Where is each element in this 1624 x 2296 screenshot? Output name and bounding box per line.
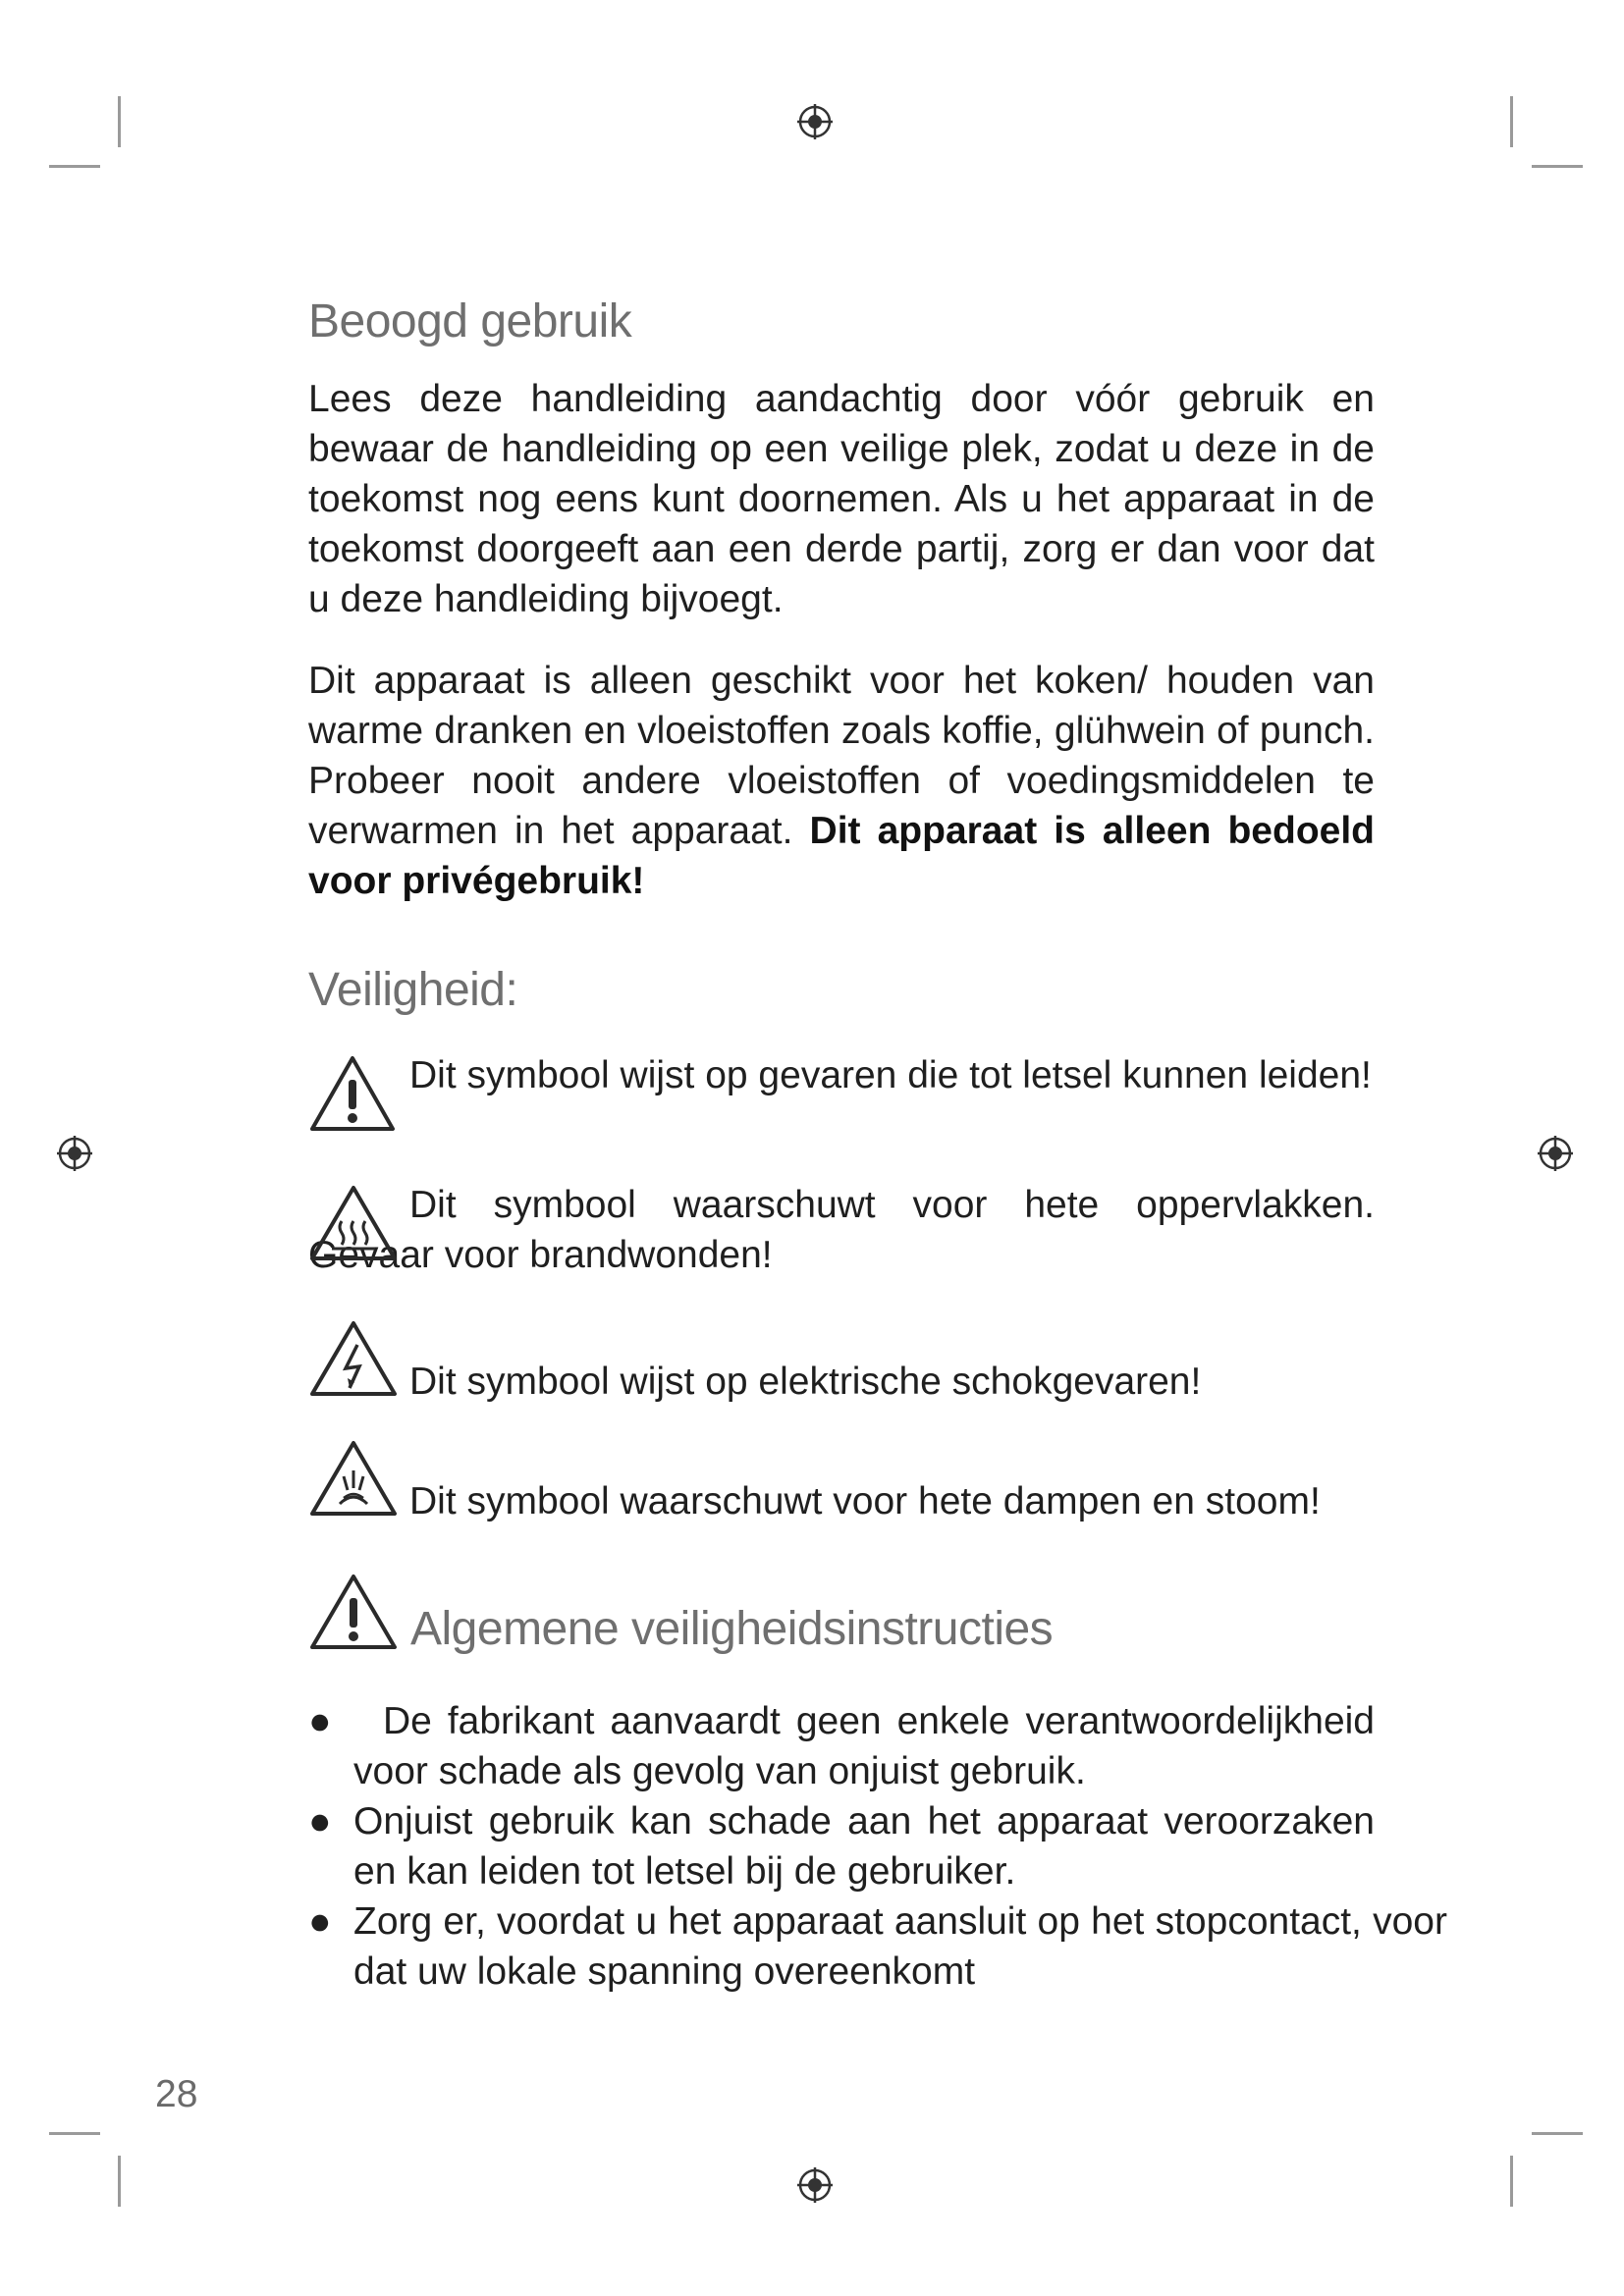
hot-surface-icon (308, 1184, 399, 1262)
bullet-icon: ● (308, 1900, 332, 1943)
safety-symbol-text: Dit symbool waarschuwt voor hete dampen en stoom! (409, 1480, 1321, 1522)
list-item-text: De fabrikant aanvaardt geen enkele verantwoordelijkheid voor schade als gevolg van onjuist gebruik. (353, 1700, 1375, 1792)
private-use-notice: Dit apparaat is alleen bedoeld voor privégebruik! (308, 810, 1375, 902)
registration-mark-icon (55, 1134, 94, 1173)
crop-mark (1510, 96, 1513, 147)
page-number: 28 (155, 2073, 198, 2115)
hot-steam-icon (308, 1439, 399, 1518)
section-title-intended-use: Beoogd gebruik (308, 295, 632, 347)
crop-mark (49, 165, 100, 168)
safety-symbol-row (308, 1180, 1375, 1280)
bullet-icon: ● (308, 1700, 332, 1742)
list-item (308, 1796, 1375, 1896)
bullet-icon: ● (308, 1800, 332, 1842)
registration-mark-icon (795, 2165, 835, 2205)
page-content (308, 294, 1447, 1997)
crop-mark (49, 2132, 100, 2135)
electric-shock-icon (308, 1319, 399, 1398)
intended-use-paragraph-2 (308, 656, 1375, 906)
intended-use-text: Dit apparaat is alleen geschikt voor het koken/ houden van warme dranken en vloeistoffen zoals koffie, glühwein of punch. Probeer nooit andere vloeistoffen of voedingsmiddelen te verwarmen in het apparaat. (308, 660, 1375, 852)
safety-symbol-row (308, 1439, 1375, 1527)
section-title-general-safety: Algemene veiligheidsinstructies (410, 1603, 1054, 1655)
list-item (308, 1696, 1375, 1796)
crop-mark (118, 2156, 121, 2207)
list-item-text: Zorg er, voordat u het apparaat aansluit op het stopcontact, voor dat uw lokale spanning overeenkomt (353, 1900, 1447, 1993)
crop-mark (1532, 2132, 1583, 2135)
registration-mark-icon (1536, 1134, 1575, 1173)
crop-mark (1532, 165, 1583, 168)
warning-exclamation-icon (308, 1054, 397, 1133)
list-item (308, 1896, 1447, 1997)
intended-use-paragraph-1: Lees deze handleiding aandachtig door vóór gebruik en bewaar de handleiding op een veilige plek, zodat u deze in de toekomst nog eens kunt doornemen. Als u het apparaat in de toekomst doorgeeft aan een derde partij, zorg er dan voor dat u deze handleiding bijvoegt. (308, 378, 1375, 620)
registration-mark-icon (795, 102, 835, 141)
safety-symbol-row (308, 1319, 1375, 1408)
section-title-safety: Veiligheid: (308, 964, 518, 1016)
crop-mark (118, 96, 121, 147)
safety-symbol-row (308, 1050, 1375, 1150)
safety-symbol-text: Dit symbool waarschuwt voor hete oppervlakken. Gevaar voor brandwonden! (308, 1184, 1375, 1276)
warning-exclamation-icon (308, 1573, 399, 1651)
safety-symbol-text: Dit symbool wijst op elektrische schokgevaren! (409, 1361, 1202, 1403)
general-safety-list (308, 1696, 1447, 1997)
general-safety-heading-row (308, 1573, 1375, 1663)
safety-symbol-text: Dit symbool wijst op gevaren die tot letsel kunnen leiden! (409, 1054, 1372, 1096)
crop-mark (1510, 2156, 1513, 2207)
list-item-text: Onjuist gebruik kan schade aan het apparaat veroorzaken en kan leiden tot letsel bij de gebruiker. (353, 1800, 1375, 1893)
